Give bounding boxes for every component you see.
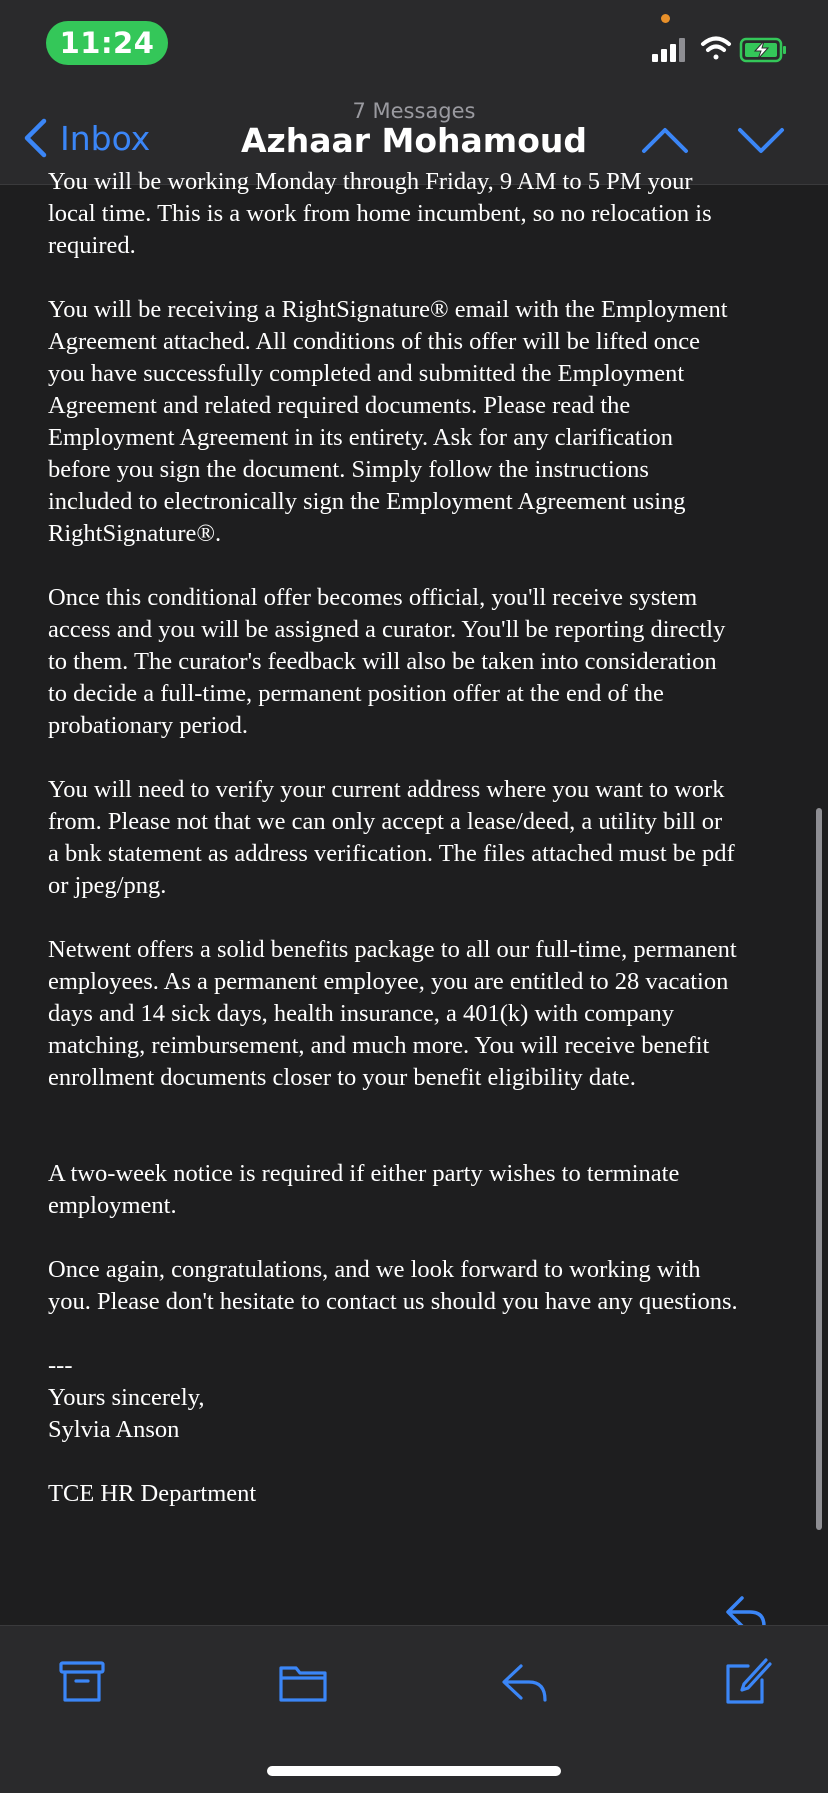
text-line: Agreement attached. All conditions of this offer will be lifted once <box>48 328 701 355</box>
text-line: You will be working Monday through Friday, 9 AM to 5 PM your <box>48 168 693 195</box>
microphone-indicator-dot <box>661 14 670 23</box>
text-line: A two-week notice is required if either party wishes to terminate <box>48 1160 680 1187</box>
text-line: enrollment documents closer to your benefit eligibility date. <box>48 1064 636 1091</box>
folder-icon[interactable] <box>277 1658 329 1706</box>
back-button-label: Inbox <box>60 118 151 158</box>
sender-title: Azhaar Mohamoud <box>241 121 587 160</box>
back-button[interactable] <box>22 115 150 161</box>
floating-reply-icon[interactable] <box>720 1592 770 1624</box>
text-line: employees. As a permanent employee, you are entitled to 28 vacation <box>48 968 729 995</box>
previous-message-button[interactable] <box>640 123 690 157</box>
signature-block <box>48 1350 798 1446</box>
chevron-left-icon <box>22 118 48 158</box>
paragraph-address <box>48 774 798 902</box>
signature-name: Sylvia Anson <box>48 1416 180 1443</box>
text-line: TCE HR Department <box>48 1480 257 1507</box>
chevron-up-icon <box>644 130 686 151</box>
email-body[interactable] <box>0 168 828 1625</box>
text-line: employment. <box>48 1192 177 1219</box>
text-line: days and 14 sick days, health insurance, a 401(k) with company <box>48 1000 674 1027</box>
wifi-icon <box>703 39 729 60</box>
paragraph-benefits <box>48 934 798 1094</box>
text-line: Once this conditional offer becomes official, you'll receive system <box>48 584 698 611</box>
text-line: Netwent offers a solid benefits package to all our full-time, permanent <box>48 936 737 963</box>
text-line: Agreement and related required documents. Please read the <box>48 392 631 419</box>
signature-salutation: Yours sincerely, <box>48 1384 205 1411</box>
chevron-down-icon <box>740 130 782 151</box>
text-line: probationary period. <box>48 712 249 739</box>
cellular-signal-icon <box>652 38 685 62</box>
compose-icon[interactable] <box>720 1658 772 1706</box>
text-line: to decide a full-time, permanent position offer at the end of the <box>48 680 664 707</box>
status-icons <box>648 32 798 68</box>
paragraph-agreement <box>48 294 798 550</box>
battery-charging-icon <box>741 39 786 61</box>
text-line: access and you will be assigned a curator. You'll be reporting directly <box>48 616 726 643</box>
signature-department <box>48 1478 798 1510</box>
paragraph-schedule <box>48 166 798 262</box>
text-line: a bnk statement as address verification. The files attached must be pdf <box>48 840 735 867</box>
paragraph-notice <box>48 1158 798 1222</box>
text-line: from. Please not that we can only accept a lease/deed, a utility bill or <box>48 808 723 835</box>
scrollbar-thumb[interactable] <box>816 808 822 1530</box>
email-text <box>48 166 798 1542</box>
text-line: You will be receiving a RightSignature® email with the Employment <box>48 296 728 323</box>
reply-icon[interactable] <box>499 1658 551 1706</box>
text-line: Employment Agreement in its entirety. Ask for any clarification <box>48 424 674 451</box>
paragraph-closing <box>48 1254 798 1318</box>
text-line: or jpeg/png. <box>48 872 167 899</box>
status-time[interactable]: 11:24 <box>46 21 168 65</box>
text-line: RightSignature®. <box>48 520 222 547</box>
text-line: included to electronically sign the Employment Agreement using <box>48 488 686 515</box>
text-line: before you sign the document. Simply follow the instructions <box>48 456 649 483</box>
next-message-button[interactable] <box>736 123 786 157</box>
text-line: local time. This is a work from home incumbent, so no relocation is <box>48 200 712 227</box>
text-line: matching, reimbursement, and much more. You will receive benefit <box>48 1032 710 1059</box>
text-line: you have successfully completed and submitted the Employment <box>48 360 685 387</box>
paragraph-offer <box>48 582 798 742</box>
signature-separator: --- <box>48 1352 73 1379</box>
home-indicator[interactable] <box>267 1766 561 1776</box>
text-line: required. <box>48 232 136 259</box>
message-count: 7 Messages <box>352 99 476 123</box>
archive-icon[interactable] <box>56 1658 108 1706</box>
text-line: to them. The curator's feedback will also be taken into consideration <box>48 648 717 675</box>
status-bar <box>0 0 828 95</box>
text-line: You will need to verify your current address where you want to work <box>48 776 725 803</box>
text-line: you. Please don't hesitate to contact us should you have any questions. <box>48 1288 738 1315</box>
text-line: Once again, congratulations, and we look forward to working with <box>48 1256 701 1283</box>
